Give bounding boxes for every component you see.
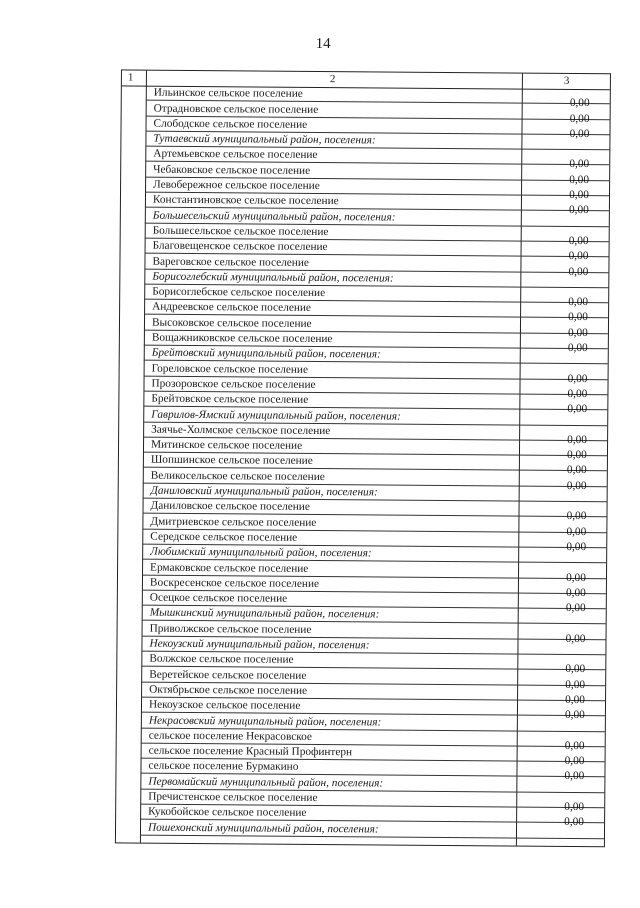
amount-value: 0,00 xyxy=(567,326,588,339)
settlement-name: Середское сельское поселение xyxy=(150,530,298,544)
amount-value: 0,00 xyxy=(569,173,590,186)
amount-value: 0,00 xyxy=(568,296,589,309)
amount-value: 0,00 xyxy=(569,127,590,140)
settlement-name: сельское поселение Красный Профинтерн xyxy=(148,744,353,759)
settlement-name: Пречистенское сельское поселение xyxy=(148,790,318,805)
settlement-name: Заячье-Холмское сельское поселение xyxy=(151,423,331,437)
district-name: Некрасовский муниципальный район, поселения: xyxy=(148,714,382,729)
amount-value: 0,00 xyxy=(564,770,585,783)
settlement-name: Приволжское сельское поселение xyxy=(149,622,312,636)
settlement-name: Ермаковское сельское поселение xyxy=(150,561,309,575)
amount-value: 0,00 xyxy=(566,464,587,477)
amount-value: 0,00 xyxy=(564,739,585,752)
district-name: Пошехонский муниципальный район, поселения: xyxy=(147,821,379,836)
district-name: Борисоглебский муниципальный район, поселения: xyxy=(152,270,394,285)
settlement-name: сельское поселение Некрасовское xyxy=(148,729,313,743)
settlement-name: Чебаковское сельское поселение xyxy=(153,163,311,177)
settlement-name: Артемьевское сельское поселение xyxy=(153,148,318,162)
amount-value: 0,00 xyxy=(564,816,585,829)
settlement-name: Левобережное сельское поселение xyxy=(153,178,320,193)
settlement-name: Гореловское сельское поселение xyxy=(151,362,309,376)
settlement-name: Шопшинское сельское поселение xyxy=(150,454,313,468)
amount-value: 0,00 xyxy=(568,311,588,324)
amount-value: 0,00 xyxy=(568,250,589,263)
amount-value: 0,00 xyxy=(566,540,587,554)
settlement-name: Даниловское сельское поселение xyxy=(150,500,310,514)
district-name: Большесельский муниципальный район, поселения: xyxy=(152,209,396,224)
district-row xyxy=(140,820,604,839)
amount-value: 0,00 xyxy=(567,372,588,385)
settlement-name: Отрадновское сельское поселение xyxy=(153,102,319,116)
amount-value: 0,00 xyxy=(564,801,585,814)
settlement-name: Дмитриевское сельское поселение xyxy=(150,515,317,529)
page-number: 14 xyxy=(315,35,331,53)
amount-value: 0,00 xyxy=(569,97,590,110)
district-name: Некоузский муниципальный район, поселения: xyxy=(149,637,370,652)
amount-value: 0,00 xyxy=(567,342,588,355)
district-name: Гаврилов-Ямский муниципальный район, поселения: xyxy=(151,408,401,423)
settlement-name: Ильинское сельское поселение xyxy=(153,86,303,101)
amount-value: 0,00 xyxy=(565,663,586,676)
amount-value: 0,00 xyxy=(568,234,589,248)
amount-value: 0,00 xyxy=(564,755,585,768)
amount-value: 0,00 xyxy=(565,586,586,599)
amount-value: 0,00 xyxy=(567,403,588,416)
settlement-name: Великосельское сельское поселение xyxy=(150,469,325,483)
settlement-name: Брейтовское сельское поселение xyxy=(151,392,309,407)
settlement-name: Большесельское сельское поселение xyxy=(152,224,329,239)
amount-value: 0,00 xyxy=(565,678,586,691)
amount-value: 0,00 xyxy=(568,265,589,278)
settlement-name: Слободское сельское поселение xyxy=(153,117,308,131)
district-name: Первомайский муниципальный район, поселения: xyxy=(148,775,384,790)
settlement-name: Высоковское сельское поселение xyxy=(151,316,312,330)
column-header-2: 2 xyxy=(329,73,336,86)
settlement-name: Воскресенское сельское поселение xyxy=(149,576,320,590)
settlement-name: Кукобойское сельское поселение xyxy=(148,806,307,820)
settlement-name: Благовещенское сельское поселение xyxy=(152,239,328,254)
amount-value: 0,00 xyxy=(564,709,585,722)
column-header-1: 1 xyxy=(127,71,134,84)
settlement-name: Борисоглебское сельское поселение xyxy=(152,285,326,300)
district-name: Мышкинский муниципальный район, поселения: xyxy=(149,607,380,621)
amount-value: 0,00 xyxy=(567,449,587,462)
settlement-name: сельское поселение Бурмакино xyxy=(148,760,299,774)
district-name: Тутаевский муниципальный район, поселения: xyxy=(153,132,376,147)
settlement-name: Октябрьское сельское поселение xyxy=(149,683,308,697)
amount-value: 0,00 xyxy=(567,387,588,401)
settlement-name: Константиновское сельское поселение xyxy=(152,194,339,208)
settlement-name: Осецкое сельское поселение xyxy=(149,591,288,605)
settlement-name: Волжское сельское поселение xyxy=(149,653,294,667)
settlement-name: Вареговское сельское поселение xyxy=(152,255,309,269)
amount-value: 0,00 xyxy=(567,433,588,446)
amount-value: 0,00 xyxy=(566,525,587,538)
amount-value: 0,00 xyxy=(566,510,587,523)
amount-value: 0,00 xyxy=(569,189,589,202)
district-name: Брейтовский муниципальный район, поселения: xyxy=(151,347,381,361)
district-name: Любимский муниципальный район, поселения: xyxy=(150,545,372,560)
amount-value: 0,00 xyxy=(565,602,586,615)
amount-value: 0,00 xyxy=(566,571,586,584)
amount-value: 0,00 xyxy=(566,479,587,492)
settlement-name: Прозоровское сельское поселение xyxy=(151,377,316,391)
amount-value: 0,00 xyxy=(565,693,585,707)
amount-value: 0,00 xyxy=(568,204,589,217)
amount-value: 0,00 xyxy=(565,632,586,645)
amount-value: 0,00 xyxy=(569,112,590,125)
settlement-name: Андреевское сельское поселение xyxy=(152,301,312,315)
column-header-3: 3 xyxy=(563,74,570,87)
amount-value: 0,00 xyxy=(569,158,590,171)
settlement-name: Митинское сельское поселение xyxy=(150,438,303,453)
budget-table xyxy=(115,69,611,847)
settlement-name: Веретейское сельское поселение xyxy=(149,668,307,682)
settlement-name: Вощажниковское сельское поселение xyxy=(151,331,333,346)
settlement-name: Некоузское сельское поселение xyxy=(148,698,301,713)
district-name: Даниловский муниципальный район, поселения: xyxy=(150,484,378,499)
